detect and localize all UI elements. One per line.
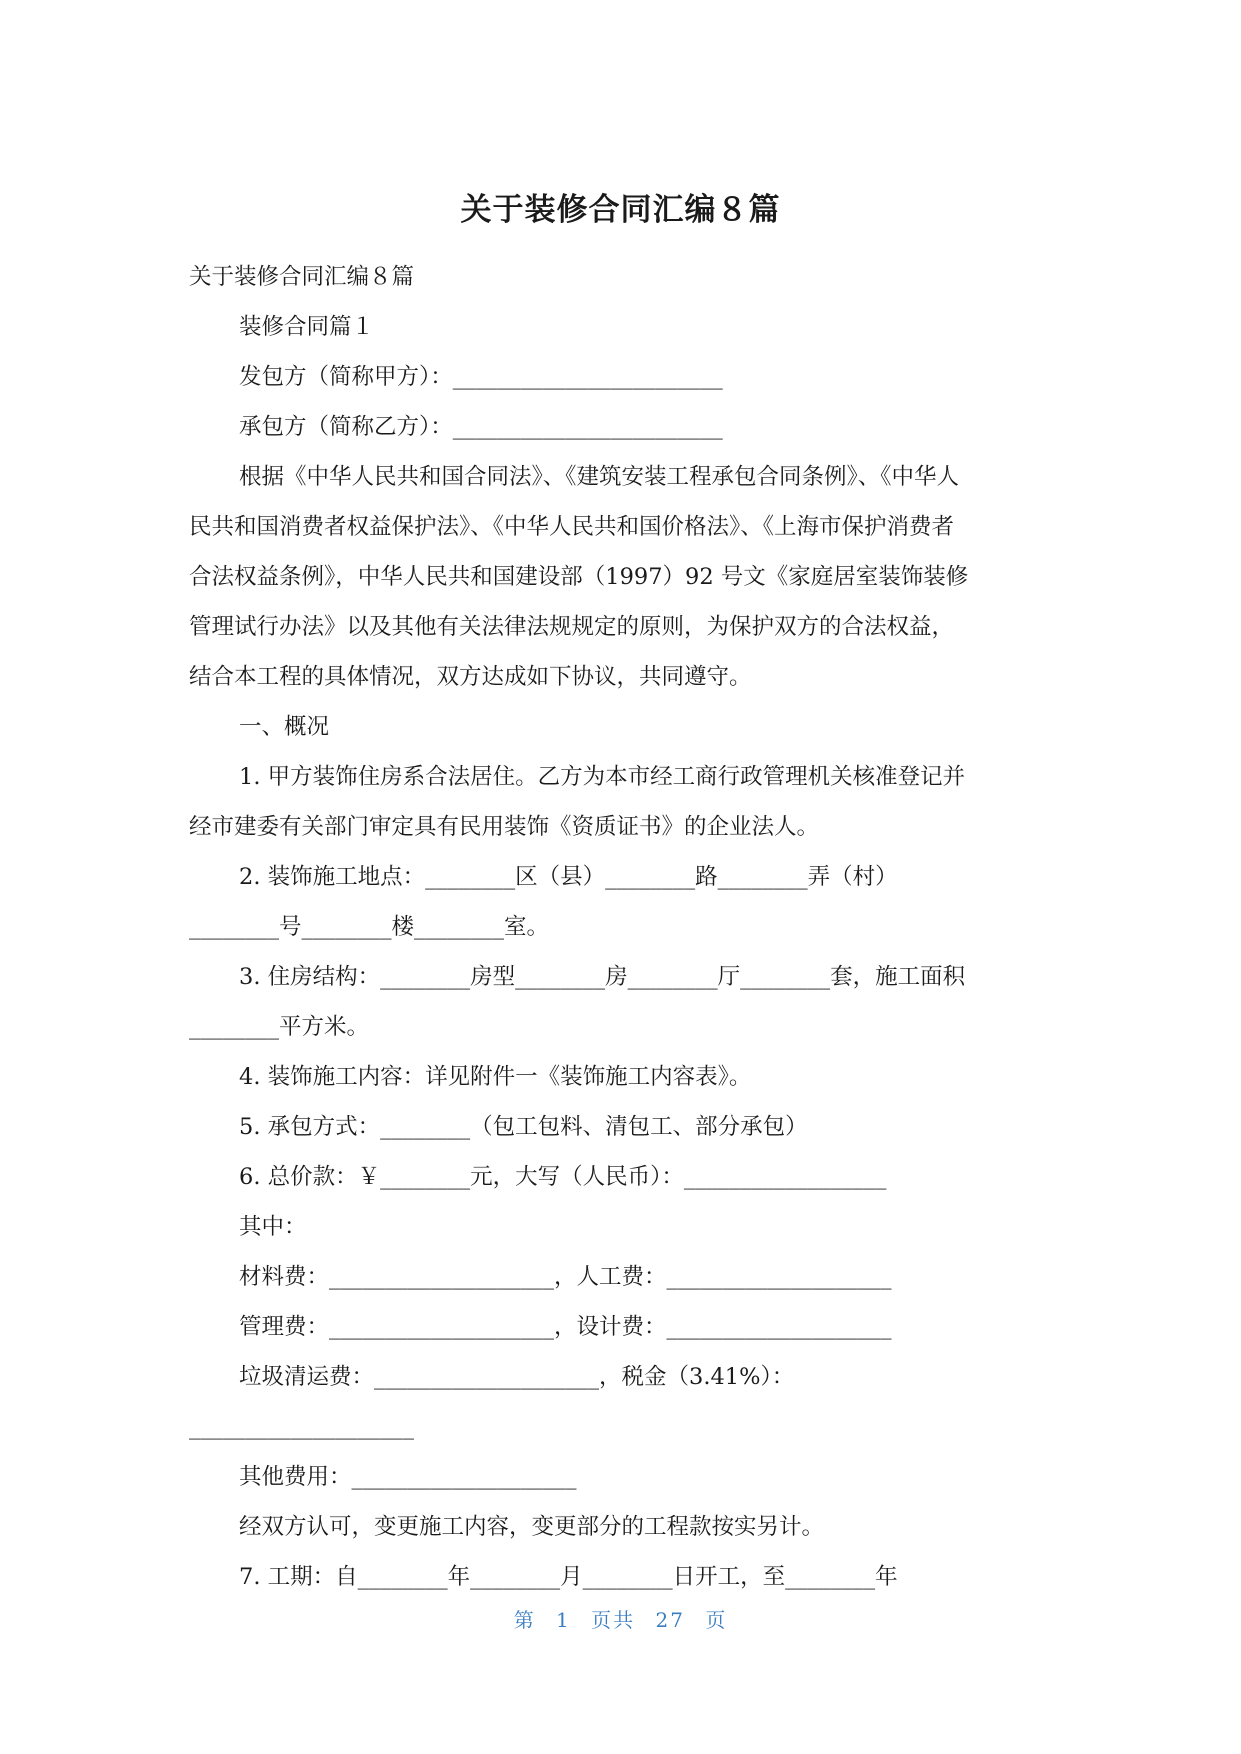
doc-subtitle-line: 关于装修合同汇编８篇 (189, 264, 415, 290)
clause-line: 6. 总价款：￥________元，大写（人民币）：__________________ (239, 1164, 887, 1190)
clause-line: 1. 甲方装饰住房系合法居住。乙方为本市经工商行政管理机关核准登记并 (239, 764, 966, 790)
clause-line: 4. 装饰施工内容：详见附件一《装饰施工内容表》。 (239, 1064, 752, 1090)
clause-line: 2. 装饰施工地点：________区（县）________路________弄（村） (239, 864, 898, 890)
clause-line: 经双方认可，变更施工内容，变更部分的工程款按实另计。 (239, 1514, 825, 1540)
clause-line: 3. 住房结构：________房型________房________厅________套，施工面积 (239, 964, 966, 990)
paragraph-line: 民共和国消费者权益保护法》、《中华人民共和国价格法》、《上海市保护消费者 (189, 514, 955, 540)
clause-line: 其中： (239, 1214, 307, 1240)
fee-line: 材料费：____________________，人工费：____________________ (239, 1264, 892, 1290)
clause-line: ________平方米。 (189, 1014, 370, 1040)
paragraph-line: 根据《中华人民共和国合同法》、《建筑安装工程承包合同条例》、《中华人 (239, 464, 960, 490)
section-heading-contract-1: 装修合同篇１ (239, 314, 375, 340)
clause-line: ________号________楼________室。 (189, 914, 550, 940)
page-label-suffix: 页 (705, 1608, 728, 1632)
fee-line: 其他费用：____________________ (239, 1464, 577, 1490)
paragraph-line: 合法权益条例》，中华人民共和国建设部（1997）92 号文《家庭居室装饰装修 (189, 564, 969, 590)
fee-line: 垃圾清运费：____________________，税金（3.41%）： (239, 1364, 795, 1390)
clause-line: 经市建委有关部门审定具有民用装饰《资质证书》的企业法人。 (189, 814, 820, 840)
total-pages: 27 (655, 1608, 685, 1632)
page-label-prefix: 第 (513, 1608, 536, 1632)
section-heading-overview: 一、概况 (239, 714, 330, 740)
party-a-line: 发包方（简称甲方）：________________________ (239, 364, 723, 390)
page-number: 1 (556, 1608, 571, 1632)
fee-line: ____________________ (189, 1414, 414, 1440)
clause-line: 5. 承包方式：________（包工包料、清包工、部分承包） (239, 1114, 808, 1140)
document-body (189, 252, 1049, 1602)
party-b-line: 承包方（简称乙方）：________________________ (239, 414, 723, 440)
fee-line: 管理费：____________________，设计费：____________________ (239, 1314, 892, 1340)
page-label-mid: 页共 (591, 1608, 636, 1632)
clause-line: 7. 工期：自________年________月________日开工，至________年 (239, 1564, 898, 1590)
page-footer (0, 1604, 1241, 1633)
paragraph-line: 管理试行办法》以及其他有关法律法规规定的原则，为保护双方的合法权益， (189, 614, 955, 640)
paragraph-line: 结合本工程的具体情况，双方达成如下协议，共同遵守。 (189, 664, 752, 690)
document-title: 关于装修合同汇编８篇 (460, 192, 781, 228)
